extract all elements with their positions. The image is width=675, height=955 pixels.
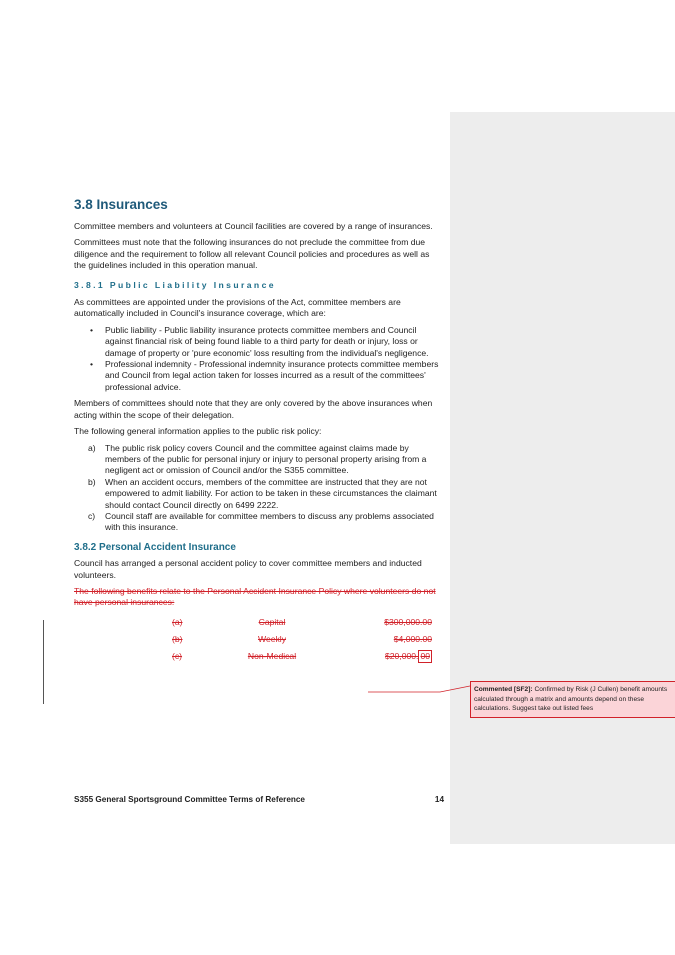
benefit-label: Non-Medical: [247, 650, 297, 661]
table-row: [172, 648, 432, 665]
risk-policy-list: [74, 443, 442, 534]
table-row: [172, 631, 432, 648]
comment-text: Confirmed by Risk (J Cullen) benefit amounts calculated through a matrix and amounts depend on these calculations. Suggest take out listed fees: [474, 686, 668, 712]
benefit-marker: (b): [172, 633, 183, 644]
section-note: Committees must note that the following insurances do not preclude the committee from due diligence and the requirement to follow all relevant Council policies and procedures as well as the guidelines included in this operation manual.: [74, 237, 430, 271]
personal-accident-intro: Council has arranged a personal accident policy to cover committee members and inducted volunteers.: [74, 558, 422, 580]
section-intro: Committee members and volunteers at Council facilities are covered by a range of insurances.: [74, 221, 433, 231]
list-item: • Public liability - Public liability insurance protects committee members and Council against financial risk of being found liable to a third party for death or injury, loss or damage of property or 'pure economic' loss resulting from the individual's negligence.: [105, 325, 442, 359]
table-row: [172, 614, 432, 631]
benefits-table: [172, 614, 432, 665]
benefit-label: Capital: [258, 616, 286, 627]
markup-pane: [450, 112, 675, 844]
general-info: The following general information applies to the public risk policy:: [74, 426, 322, 437]
document-body: [74, 196, 442, 665]
list-item: [88, 442, 442, 477]
list-item-text: The public risk policy covers Council and the committee against claims made by members of the public for personal injury or injury to personal property arising from a negligent act or omission of Council and/or the S355 committee.: [105, 442, 427, 476]
page-footer: [74, 795, 444, 804]
page-number: 14: [434, 795, 444, 804]
benefit-marker: (c): [172, 650, 183, 661]
change-bar: [43, 620, 44, 704]
personal-accident-heading: 3.8.2 Personal Accident Insurance: [74, 541, 236, 553]
comment-balloon[interactable]: [470, 681, 675, 718]
benefit-amount: $20,000.: [384, 650, 419, 661]
list-item-text: Council staff are available for committee members to discuss any problems associated with this insurance.: [105, 510, 434, 533]
scope-note: Members of committees should note that they are only covered by the above insurances when acting within the scope of their delegation.: [74, 398, 433, 420]
benefit-marker: (a): [172, 616, 183, 627]
section-heading: 3.8 Insurances: [74, 197, 168, 212]
list-item: [88, 476, 442, 511]
comment-label: Commented [SF2]:: [474, 686, 533, 693]
benefit-amount: $4,000.00: [393, 633, 432, 644]
benefit-amount-cell: [317, 648, 432, 665]
public-liability-intro: As committees are appointed under the provisions of the Act, committee members are automatically included in Council's insurance coverage, which are:: [74, 297, 401, 319]
list-marker: b): [88, 476, 96, 487]
list-item-text: When an accident occurs, members of the committee are instructed that they are not empowered to admit liability. For action to be taken in these circumstances the claimant should contact Council directly on 6499 2222.: [105, 476, 437, 510]
list-item: [88, 510, 442, 534]
comment-anchor[interactable]: 00: [418, 650, 432, 663]
deleted-benefits-text[interactable]: The following benefits relate to the Personal Accident Insurance Policy where volunteers do not have personal insurances:: [74, 585, 436, 608]
benefit-label: Weekly: [257, 633, 287, 644]
public-liability-heading: 3.8.1 Public Liability Insurance: [74, 279, 276, 290]
benefit-amount: $300,000.00: [384, 616, 432, 627]
coverage-list: [74, 325, 442, 393]
list-item: • Professional indemnity - Professional indemnity insurance protects committee members and Council from legal action taken for losses incurred as a result of the committees' professional advice.: [105, 359, 442, 393]
footer-title: S355 General Sportsground Committee Terms of Reference: [74, 795, 305, 804]
list-marker: a): [88, 442, 96, 453]
list-marker: c): [88, 510, 96, 521]
